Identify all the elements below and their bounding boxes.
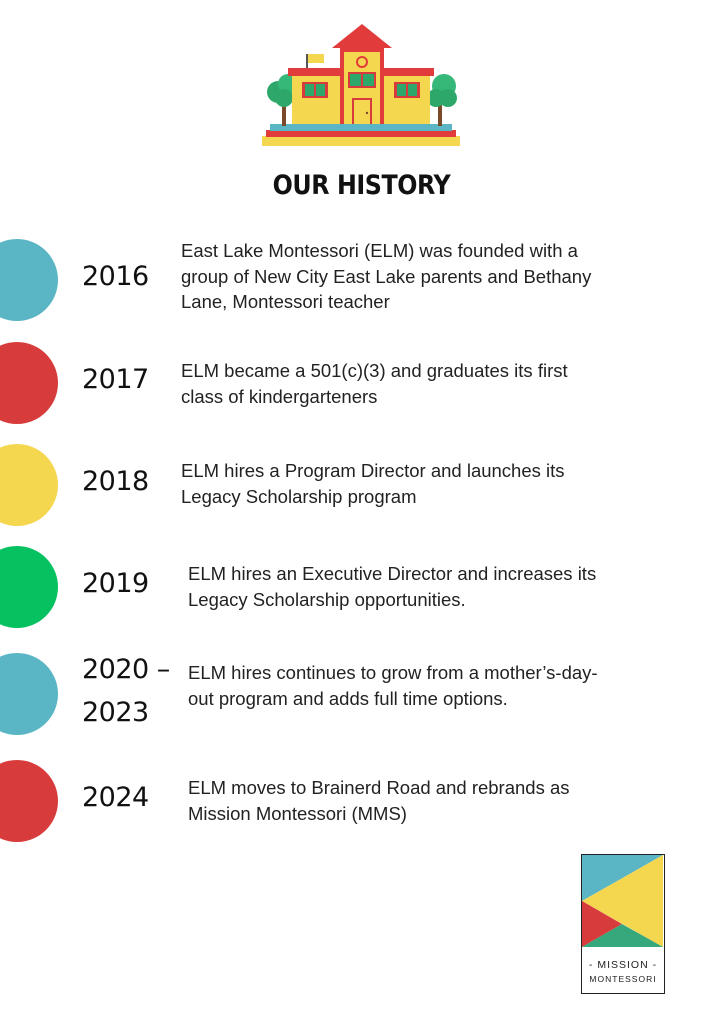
- timeline-description: ELM moves to Brainerd Road and rebrands as Mission Montessori (MMS): [188, 777, 570, 824]
- timeline-year: 2019: [82, 568, 149, 599]
- timeline-dot-2018: [0, 444, 58, 526]
- logo-mark-icon: [582, 855, 663, 953]
- timeline-dot-2019: [0, 546, 58, 628]
- timeline-description: East Lake Montessori (ELM) was founded with a group of New City East Lake parents and Bethany Lane, Montessori teacher: [181, 240, 592, 312]
- logo-line1: - MISSION -: [588, 959, 658, 971]
- mission-montessori-logo: [581, 854, 665, 994]
- timeline-year: 2016: [82, 261, 149, 292]
- timeline-dot-2024: [0, 760, 58, 842]
- timeline-year: 2017: [82, 364, 149, 395]
- timeline-description: ELM became a 501(c)(3) and graduates its first class of kindergarteners: [181, 360, 568, 407]
- timeline-description: ELM hires continues to grow from a mother’s-day-out program and adds full time options.: [188, 662, 598, 709]
- logo-line2: MONTESSORI: [589, 974, 657, 984]
- timeline-description: ELM hires an Executive Director and increases its Legacy Scholarship opportunities.: [188, 563, 597, 610]
- page-title: OUR HISTORY: [272, 170, 451, 201]
- timeline-year: 2018: [82, 466, 149, 497]
- timeline-dot-2020-2023: [0, 653, 58, 735]
- timeline-dot-2016: [0, 239, 58, 321]
- school-building-icon: [258, 22, 464, 148]
- timeline-year: 2024: [82, 782, 149, 813]
- timeline-dot-2017: [0, 342, 58, 424]
- timeline-description: ELM hires a Program Director and launches its Legacy Scholarship program: [181, 460, 565, 507]
- timeline-year: 2020 –2023: [82, 654, 170, 728]
